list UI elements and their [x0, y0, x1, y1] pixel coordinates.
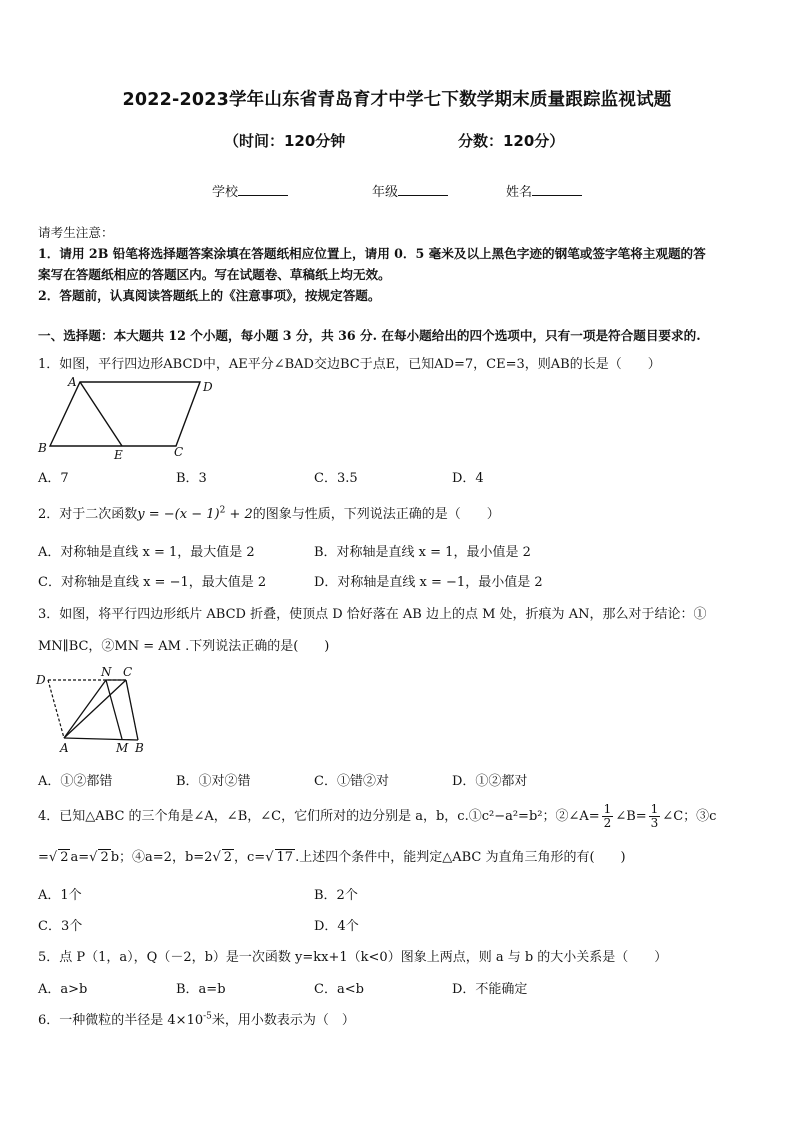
q1-option-d[interactable]: D．4	[452, 471, 484, 486]
q3-option-d[interactable]: D．①②都对	[452, 774, 528, 789]
q2-option-a[interactable]: A．对称轴是直线 x = 1，最大值是 2	[38, 545, 255, 560]
q1-option-b[interactable]: B．3	[176, 471, 207, 486]
q2-power: 2	[219, 505, 226, 516]
q5-option-d[interactable]: D．不能确定	[452, 982, 528, 997]
notice-line1b: 案写在答题纸相应的答题区内。写在试题卷、草稿纸上均无效。	[38, 267, 391, 282]
q4-fraction-2	[649, 803, 661, 830]
q3-label-m: M	[116, 741, 129, 755]
q4-line2-e: .上述四个条件中，能判定△ABC 为直角三角形的有( )	[295, 850, 626, 865]
q1-label-a: A	[68, 375, 77, 389]
q3-option-b[interactable]: B．①对②错	[176, 774, 251, 789]
grade-blank[interactable]	[398, 182, 448, 196]
q4-frac1-num: 1	[603, 802, 612, 816]
q1-label-d: D	[203, 380, 213, 394]
name-field	[506, 181, 582, 200]
q4-frac2-num: 1	[650, 802, 659, 816]
q4-sqrt2-c: 2	[223, 850, 233, 865]
school-blank[interactable]	[238, 182, 288, 196]
q4-frac2-den: 3	[650, 816, 659, 830]
q4-option-d[interactable]: D．4个	[314, 919, 359, 934]
q2-stem-a: 2．对于二次函数	[38, 507, 138, 522]
question-2-stem	[38, 503, 500, 522]
q3-option-a[interactable]: A．①②都错	[38, 774, 113, 789]
q4-stem-a: 4．已知△ABC 的三个角是∠A，∠B，∠C，它们所对的边分别是 a，b，c.①c²−a²=b²；②∠A=	[38, 809, 600, 824]
q5-option-a[interactable]: A．a>b	[38, 982, 88, 997]
q2-option-c[interactable]: C．对称轴是直线 x = −1，最大值是 2	[38, 575, 267, 590]
notice-line2: 2．答题前，认真阅读答题纸上的《注意事项》，按规定答题。	[38, 288, 381, 303]
name-blank[interactable]	[532, 182, 582, 196]
q3-label-d: D	[36, 673, 46, 687]
q3-label-b: B	[135, 741, 144, 755]
question-4-stem-line2: =√ 2 a=√ 2 b；④a=2，b=2√ 2 ，c=√ 17 .上述四个条件中，能判定△ABC 为直角三角形的有( )	[38, 850, 626, 865]
exam-time: （时间：120分钟	[224, 132, 346, 150]
q2-option-d[interactable]: D．对称轴是直线 x = −1，最小值是 2	[314, 575, 543, 590]
question-5-stem: 5．点 P（1，a），Q（－2，b）是一次函数 y=kx+1（k<0）图象上两点，则 a 与 b 的大小关系是（ ）	[38, 950, 668, 965]
q3-label-a: A	[60, 741, 69, 755]
exam-score: 分数：120分）	[458, 132, 565, 150]
q5-option-c[interactable]: C．a<b	[314, 982, 364, 997]
q4-tail: ∠C；③c	[662, 809, 717, 824]
q2-formula: y = −(x − 1)	[137, 507, 220, 522]
q1-parallelogram-figure	[36, 374, 226, 464]
q3-label-n: N	[101, 666, 112, 679]
q1-option-a[interactable]: A．7	[38, 471, 69, 486]
q6-exponent: -5	[203, 1011, 212, 1022]
q6-stem-a: 6．一种微粒的半径是 4×10	[38, 1013, 204, 1028]
q4-mid: ∠B=	[615, 809, 647, 824]
q4-sqrt2-b: 2	[100, 850, 109, 865]
q2-formula-tail: + 2	[225, 507, 253, 522]
notice-line1a: 1．请用 2B 铅笔将选择题答案涂填在答题纸相应位置上，请用 0．5 毫米及以上黑色字迹的钢笔或签字笔将主观题的答	[38, 246, 706, 261]
section-heading: 一、选择题：本大题共 12 个小题，每小题 3 分，共 36 分. 在每小题给出的四个选项中，只有一项是符合题目要求的.	[38, 328, 701, 343]
grade-label: 年级	[372, 185, 399, 200]
q4-frac1-den: 2	[603, 816, 612, 830]
q6-stem-b: 米，用小数表示为（ ）	[211, 1013, 355, 1028]
q2-option-b[interactable]: B．对称轴是直线 x = 1，最小值是 2	[314, 545, 531, 560]
q4-sqrt2-a: 2	[60, 850, 69, 865]
q3-option-c[interactable]: C．①错②对	[314, 774, 389, 789]
q1-label-b: B	[38, 441, 47, 455]
question-3-stem-line1: 3．如图，将平行四边形纸片 ABCD 折叠，使顶点 D 恰好落在 AB 边上的点 M 处，折痕为 AN，那么对于结论：①	[38, 607, 707, 622]
q4-option-c[interactable]: C．3个	[38, 919, 83, 934]
q4-line2-b: a=	[70, 850, 90, 865]
notice-heading: 请考生注意：	[38, 225, 114, 240]
school-label: 学校	[212, 185, 239, 200]
question-4-stem-line1	[38, 800, 716, 834]
q4-line2-d: ，c=	[234, 850, 266, 865]
page-title: 2022-2023学年山东省青岛育才中学七下数学期末质量跟踪监视试题	[122, 90, 672, 110]
q4-option-a[interactable]: A．1个	[38, 888, 82, 903]
grade-field	[372, 181, 448, 200]
q4-line2-a: =	[38, 850, 49, 865]
q1-label-c: C	[174, 445, 184, 459]
school-field	[212, 181, 288, 200]
q5-option-b[interactable]: B．a=b	[176, 982, 226, 997]
q1-label-e: E	[114, 448, 123, 462]
q1-option-c[interactable]: C．3.5	[314, 471, 358, 486]
question-6-stem	[38, 1009, 355, 1028]
q4-option-b[interactable]: B．2个	[314, 888, 358, 903]
name-label: 姓名	[506, 185, 533, 200]
q4-fraction-1	[602, 803, 614, 830]
q2-stem-b: 的图象与性质，下列说法正确的是（ ）	[252, 507, 500, 522]
q3-fold-figure	[34, 666, 154, 756]
question-3-stem-line2: MN∥BC，②MN = AM .下列说法正确的是( )	[38, 639, 330, 654]
q4-line2-c: b；④a=2，b=2	[110, 850, 213, 865]
q3-label-c: C	[123, 666, 133, 679]
question-1-stem: 1．如图，平行四边形ABCD中，AE平分∠BAD交边BC于点E，已知AD=7，CE=3，则AB的长是（ ）	[38, 357, 661, 372]
q4-sqrt17: 17	[276, 850, 294, 865]
